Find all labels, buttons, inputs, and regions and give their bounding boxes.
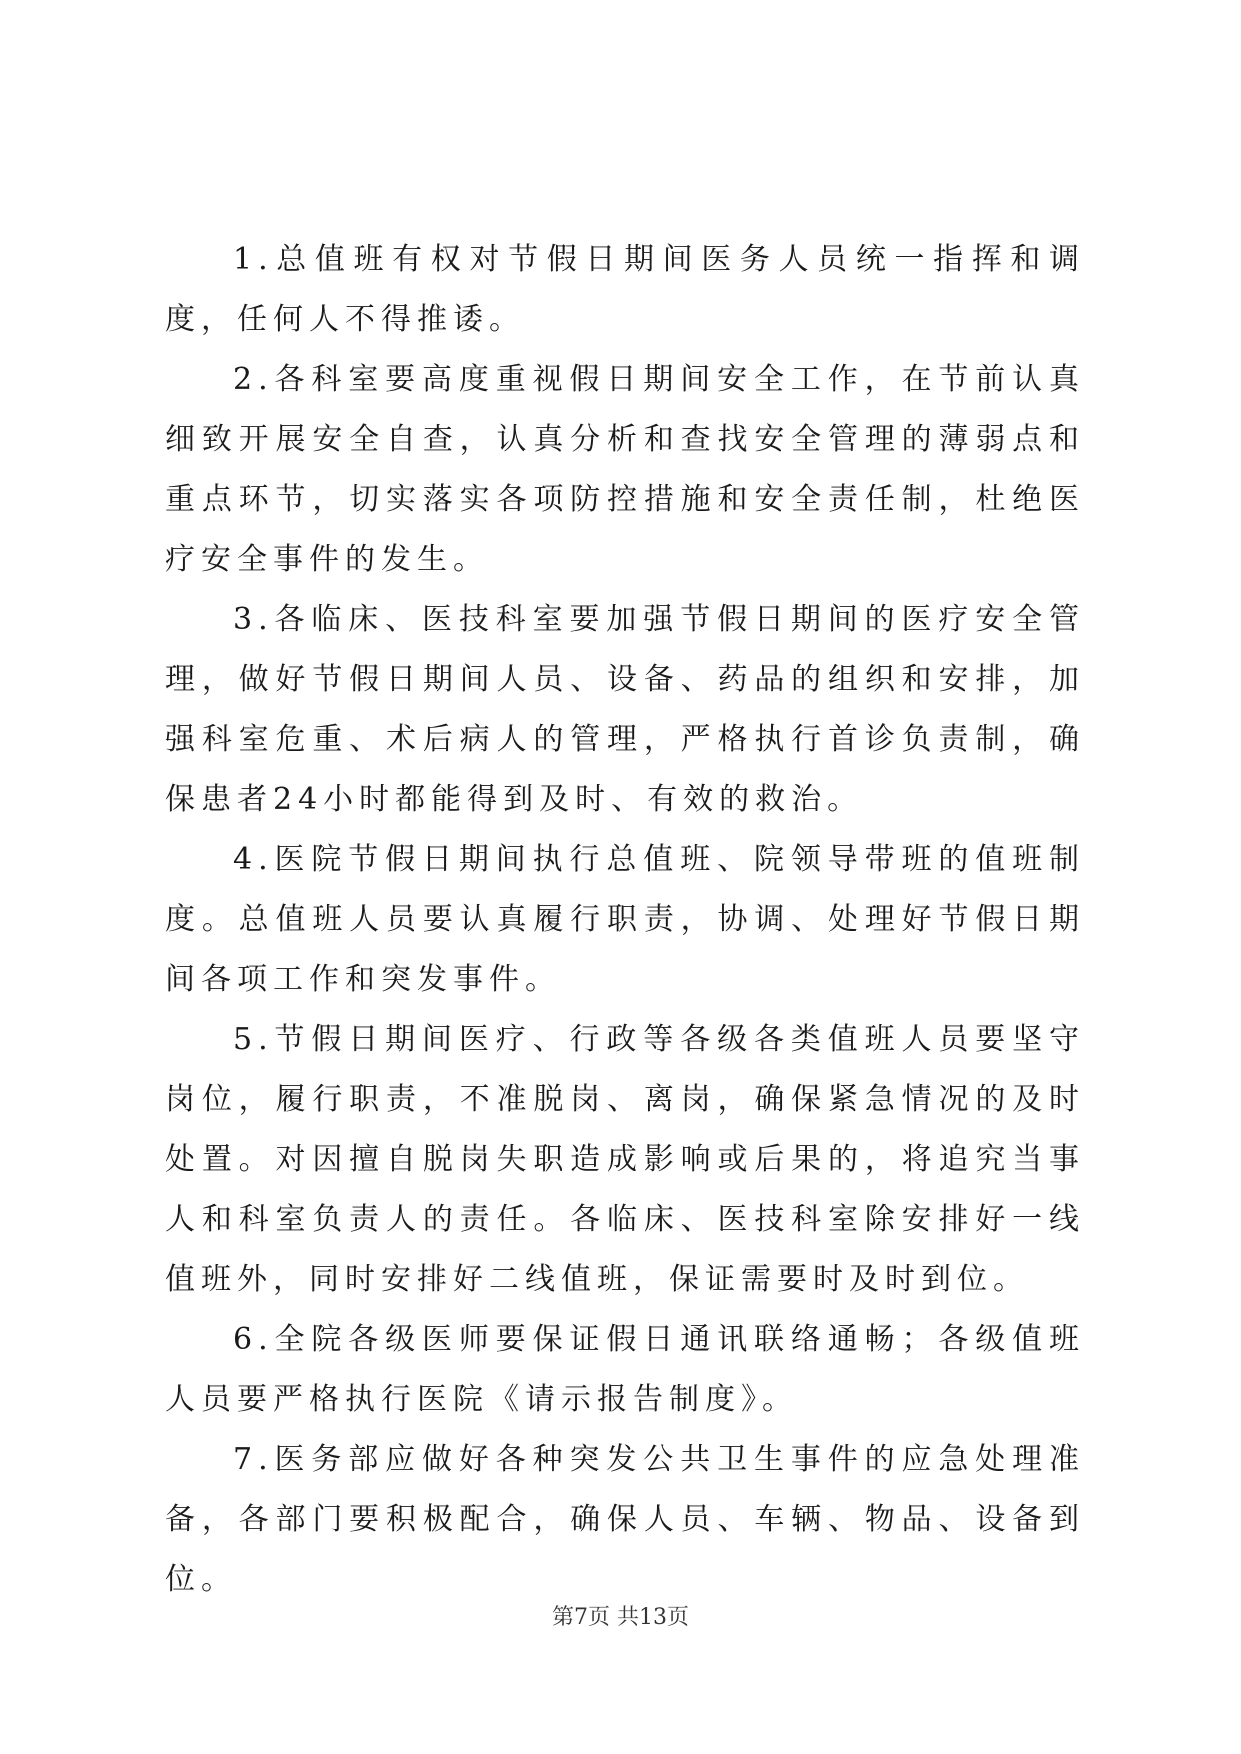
paragraph-4: 4.医院节假日期间执行总值班、院领导带班的值班制度。总值班人员要认真履行职责，协调、处理好节假日期间各项工作和突发事件。 [165, 842, 1085, 997]
paragraph-3: 3.各临床、医技科室要加强节假日期间的医疗安全管理，做好节假日期间人员、设备、药品的组织和安排，加强科室危重、术后病人的管理，严格执行首诊负责制，确保患者24小时都能得到及时、有效的救治。 [165, 602, 1085, 817]
page-number-footer: 第7页 共13页 [552, 1605, 689, 1630]
paragraph-6: 6.全院各级医师要保证假日通讯联络通畅；各级值班人员要严格执行医院《请示报告制度》。 [165, 1322, 1085, 1417]
paragraph-2: 2.各科室要高度重视假日期间安全工作，在节前认真细致开展安全自查，认真分析和查找安全管理的薄弱点和重点环节，切实落实各项防控措施和安全责任制，杜绝医疗安全事件的发生。 [165, 362, 1085, 577]
paragraph-7: 7.医务部应做好各种突发公共卫生事件的应急处理准备，各部门要积极配合，确保人员、车辆、物品、设备到位。 [165, 1442, 1085, 1597]
document-body [165, 230, 1085, 1610]
paragraph-5: 5.节假日期间医疗、行政等各级各类值班人员要坚守岗位，履行职责，不准脱岗、离岗，确保紧急情况的及时处置。对因擅自脱岗失职造成影响或后果的，将追究当事人和科室负责人的责任。各临床、医技科室除安排好一线值班外，同时安排好二线值班，保证需要时及时到位。 [165, 1022, 1085, 1297]
paragraph-1: 1.总值班有权对节假日期间医务人员统一指挥和调度，任何人不得推诿。 [165, 242, 1085, 337]
